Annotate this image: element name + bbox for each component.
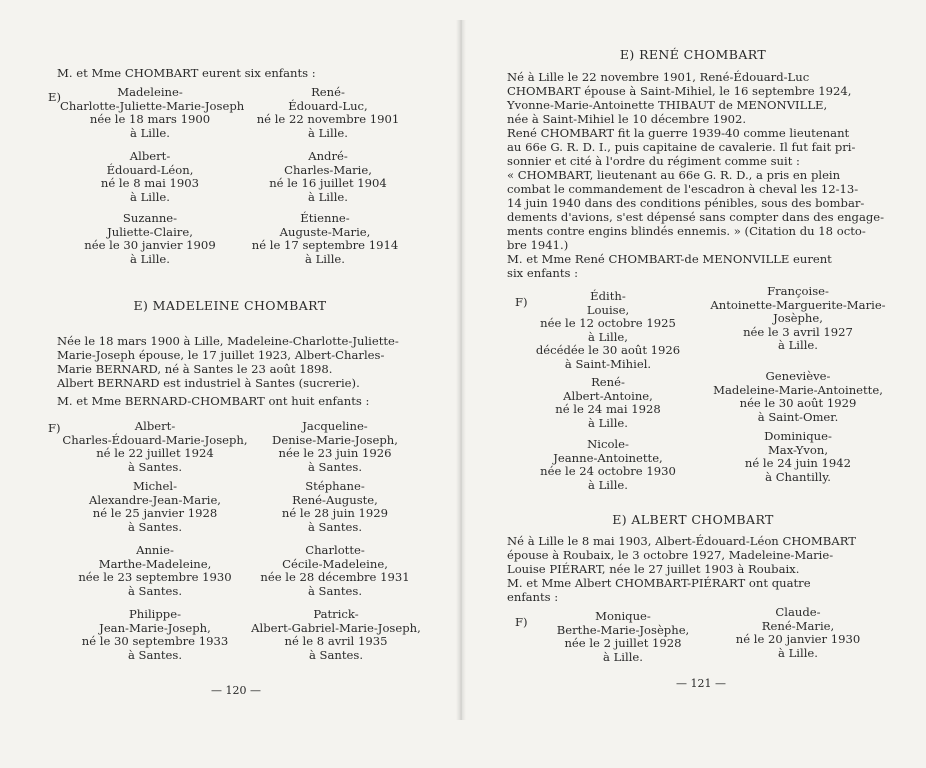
child-entry: Monique- Berthe-Marie-Josèphe, née le 2 juillet 1928 à Lille.	[556, 609, 690, 664]
intro-text: M. et Mme CHOMBART eurent six enfants :	[57, 66, 316, 80]
generation-marker: F)	[515, 615, 528, 629]
child-entry: Philippe- Jean-Marie-Joseph, né le 30 septembre 1933 à Santes.	[81, 607, 229, 662]
child-entry: Stéphane- René-Auguste, né le 28 juin 1929 à Santes.	[281, 479, 389, 534]
child-entry: Albert- Édouard-Léon, né le 8 mai 1903 à Lille.	[100, 149, 200, 204]
child-entry: Étienne- Auguste-Marie, né le 17 septembre 1914 à Lille.	[251, 211, 399, 266]
section-heading: E) MADELEINE CHOMBART	[133, 298, 327, 313]
paragraph: Née le 18 mars 1900 à Lille, Madeleine-Charlotte-Juliette- Marie-Joseph épouse, le 17 juillet 1923, Albert-Charles- Marie BERNARD, né à Santes le 23 août 1898. Albert BERNARD est industriel à Santes (sucrerie).	[57, 334, 399, 390]
right-page	[463, 0, 926, 768]
child-entry: Patrick- Albert-Gabriel-Marie-Joseph, né le 8 avril 1935 à Santes.	[251, 607, 421, 662]
child-entry: André- Charles-Marie, né le 16 juillet 1904 à Lille.	[269, 149, 387, 204]
generation-marker: F)	[515, 295, 528, 309]
section-heading: E) ALBERT CHOMBART	[612, 512, 774, 527]
section-heading: E) RENÉ CHOMBART	[619, 47, 767, 62]
child-entry: René- Édouard-Luc, né le 22 novembre 1901 à Lille.	[256, 85, 400, 140]
page-number: — 120 —	[211, 684, 261, 697]
child-entry: Charlotte- Cécile-Madeleine, née le 28 décembre 1931 à Santes.	[260, 543, 410, 598]
child-entry: Jacqueline- Denise-Marie-Joseph, née le 23 juin 1926 à Santes.	[272, 419, 398, 474]
paragraph: Né à Lille le 8 mai 1903, Albert-Édouard-Léon CHOMBART épouse à Roubaix, le 3 octobre 1927, Madeleine-Marie- Louise PIÉRART, née le 27 juillet 1903 à Roubaix. M. et Mme Albert CHOMBART-PIÉRART ont quatre enfants :	[507, 534, 856, 604]
child-entry: Suzanne- Juliette-Claire, née le 30 janvier 1909 à Lille.	[84, 211, 216, 266]
child-entry: Albert- Charles-Édouard-Marie-Joseph, né le 22 juillet 1924 à Santes.	[62, 419, 248, 474]
child-entry: Françoise- Antoinette-Marguerite-Marie- Josèphe, née le 3 avril 1927 à Lille.	[710, 284, 886, 353]
generation-marker: F)	[48, 421, 61, 435]
child-entry: Claude- René-Marie, né le 20 janvier 1930 à Lille.	[735, 605, 861, 660]
child-entry: Geneviève- Madeleine-Marie-Antoinette, née le 30 août 1929 à Saint-Omer.	[713, 369, 883, 424]
child-entry: Nicole- Jeanne-Antoinette, née le 24 octobre 1930 à Lille.	[540, 437, 676, 492]
page-number: — 121 —	[676, 677, 726, 690]
child-entry: Édith- Louise, née le 12 octobre 1925 à Lille, décédée le 30 août 1926 à Saint-Mihiel.	[535, 289, 681, 371]
child-entry: Michel- Alexandre-Jean-Marie, né le 25 janvier 1928 à Santes.	[89, 479, 221, 534]
paragraph: Né à Lille le 22 novembre 1901, René-Édouard-Luc CHOMBART épouse à Saint-Mihiel, le 16 septembre 1924, Yvonne-Marie-Antoinette THIBAUT de MENONVILLE, née à Saint-Mihiel le 10 décembre 1902. René CHOMBART fit la guerre 1939-40 comme lieutenant au 66e G. R. D. I., puis capitaine de cavalerie. Il fut fait pri- sonnier et cité à l'ordre du régiment comme suit : « CHOMBART, lieutenant au 66e G. R. D., a pris en plein combat le commandement de l'escadron à cheval les 12-13- 14 juin 1940 dans des conditions pénibles, sous des bombar- dements d'avions, s'est dépensé sans compter dans des engage- ments contre engins blindés ennemis. » (Citation du 18 octo- bre 1941.) M. et Mme René CHOMBART-de MENONVILLE eurent six enfants :	[507, 70, 885, 280]
child-entry: Madeleine- Charlotte-Juliette-Marie-Joseph née le 18 mars 1900 à Lille.	[60, 85, 245, 140]
child-entry: Dominique- Max-Yvon, né le 24 juin 1942 à Chantilly.	[744, 429, 852, 484]
child-entry: Annie- Marthe-Madeleine, née le 23 septembre 1930 à Santes.	[78, 543, 232, 598]
generation-marker: E)	[48, 90, 61, 104]
intro-text: M. et Mme BERNARD-CHOMBART ont huit enfants :	[57, 394, 370, 408]
child-entry: René- Albert-Antoine, né le 24 mai 1928 à Lille.	[555, 375, 661, 430]
